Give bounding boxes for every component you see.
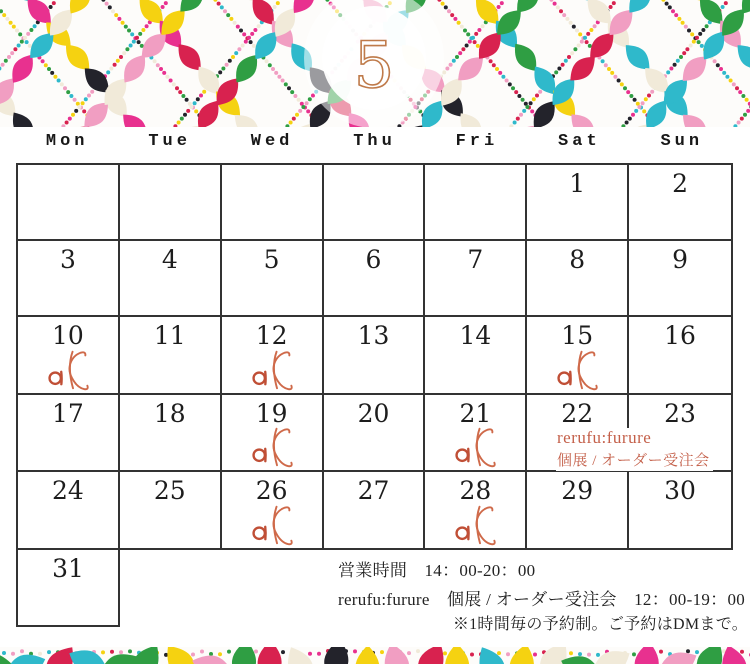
day-number [222, 165, 322, 170]
calendar-cell [120, 472, 222, 548]
business-hours: 営業時間 14：00-20：00 [338, 561, 536, 580]
day-number: 25 [153, 476, 186, 505]
calendar-cell [324, 317, 426, 395]
textile-photo-top [0, 0, 750, 127]
day-number: 7 [467, 245, 484, 274]
ak-logo-icon [251, 347, 293, 393]
calendar-cell [425, 165, 527, 241]
ak-logo-icon [251, 424, 293, 470]
day-number: 14 [459, 321, 492, 350]
event-subtitle: 個展 / オーダー受注会 [557, 453, 710, 469]
reservation-note: ※1時間毎の予約制。ご予約はDMまで。 [452, 616, 748, 633]
weekday-row [16, 129, 733, 153]
calendar-cell [425, 317, 527, 395]
day-number: 2 [672, 169, 689, 198]
calendar-cell [629, 317, 731, 395]
day-number: 20 [357, 398, 390, 428]
day-number: 6 [365, 245, 382, 274]
calendar-cell [222, 472, 324, 548]
day-number: 23 [664, 398, 696, 428]
exhibition-hours: rerufu:furure 個展 / オーダー受注会 12：00-19：00 [338, 590, 746, 609]
day-number: 27 [357, 476, 390, 505]
calendar-cell [222, 165, 324, 241]
calendar-cell [222, 317, 324, 395]
day-number: 1 [569, 169, 586, 198]
day-number: 8 [569, 245, 586, 274]
weekday-label: Mon [45, 131, 89, 151]
day-number [324, 165, 424, 170]
calendar-cell [120, 317, 222, 395]
day-number [120, 165, 220, 170]
day-number: 24 [52, 476, 84, 505]
calendar-cell [425, 241, 527, 317]
calendar-cell [425, 395, 527, 473]
day-number: 30 [664, 476, 696, 505]
calendar-cell [16, 548, 120, 627]
calendar-cell [629, 472, 731, 548]
ak-logo-icon [454, 502, 496, 548]
day-number: 28 [459, 476, 492, 505]
footer-info [338, 562, 748, 633]
day-number: 19 [255, 398, 288, 428]
ak-logo-icon [47, 347, 89, 393]
day-number: 26 [255, 476, 288, 505]
calendar-cell [222, 241, 324, 317]
calendar-cell [324, 241, 426, 317]
calendar-cell [222, 395, 324, 473]
calendar-cell [18, 395, 120, 473]
weekday-label: Sat [558, 131, 601, 151]
calendar-cell [18, 165, 120, 241]
weekday-label: Sun [660, 131, 704, 151]
day-number: 10 [52, 321, 84, 350]
day-number: 29 [561, 476, 594, 505]
textile-photo-bottom [0, 647, 750, 664]
day-number: 13 [357, 321, 390, 350]
day-number: 11 [153, 321, 186, 350]
calendar-cell [324, 472, 426, 548]
day-number: 21 [459, 398, 492, 428]
day-number: 5 [263, 245, 280, 274]
day-number: 22 [561, 398, 594, 428]
calendar-cell [527, 241, 629, 317]
calendar-cell [18, 472, 120, 548]
calendar-cell [324, 165, 426, 241]
calendar-cell [629, 241, 731, 317]
ak-logo-icon [454, 424, 496, 470]
day-number [18, 165, 118, 170]
day-number: 31 [52, 554, 84, 583]
day-number: 15 [561, 321, 594, 350]
ak-logo-icon [251, 502, 293, 548]
calendar-cell [425, 472, 527, 548]
ak-logo-icon [556, 347, 598, 393]
calendar-cell [527, 472, 629, 548]
calendar-cell [629, 165, 731, 241]
day-number: 18 [153, 398, 186, 428]
day-number: 17 [52, 398, 84, 428]
calendar-cell [527, 317, 629, 395]
calendar-grid [16, 163, 733, 550]
calendar-cell [18, 241, 120, 317]
event-title: rerufu:furure [557, 428, 652, 447]
calendar-cell [527, 165, 629, 241]
weekday-label: Thu [353, 131, 396, 151]
month-number: 5 [353, 29, 395, 103]
day-number: 12 [255, 321, 288, 350]
weekday-label: Wed [250, 131, 294, 151]
day-number [425, 165, 525, 170]
calendar-cell [120, 241, 222, 317]
calendar-cell [18, 317, 120, 395]
day-number: 9 [672, 245, 689, 274]
event-note [556, 428, 713, 471]
day-number: 16 [664, 321, 696, 350]
day-number: 4 [161, 245, 178, 274]
weekday-label: Tue [148, 131, 191, 151]
weekday-label: Fri [455, 131, 499, 151]
calendar-cell [324, 395, 426, 473]
calendar-cell [120, 165, 222, 241]
day-number: 3 [59, 245, 76, 274]
calendar-cell [120, 395, 222, 473]
